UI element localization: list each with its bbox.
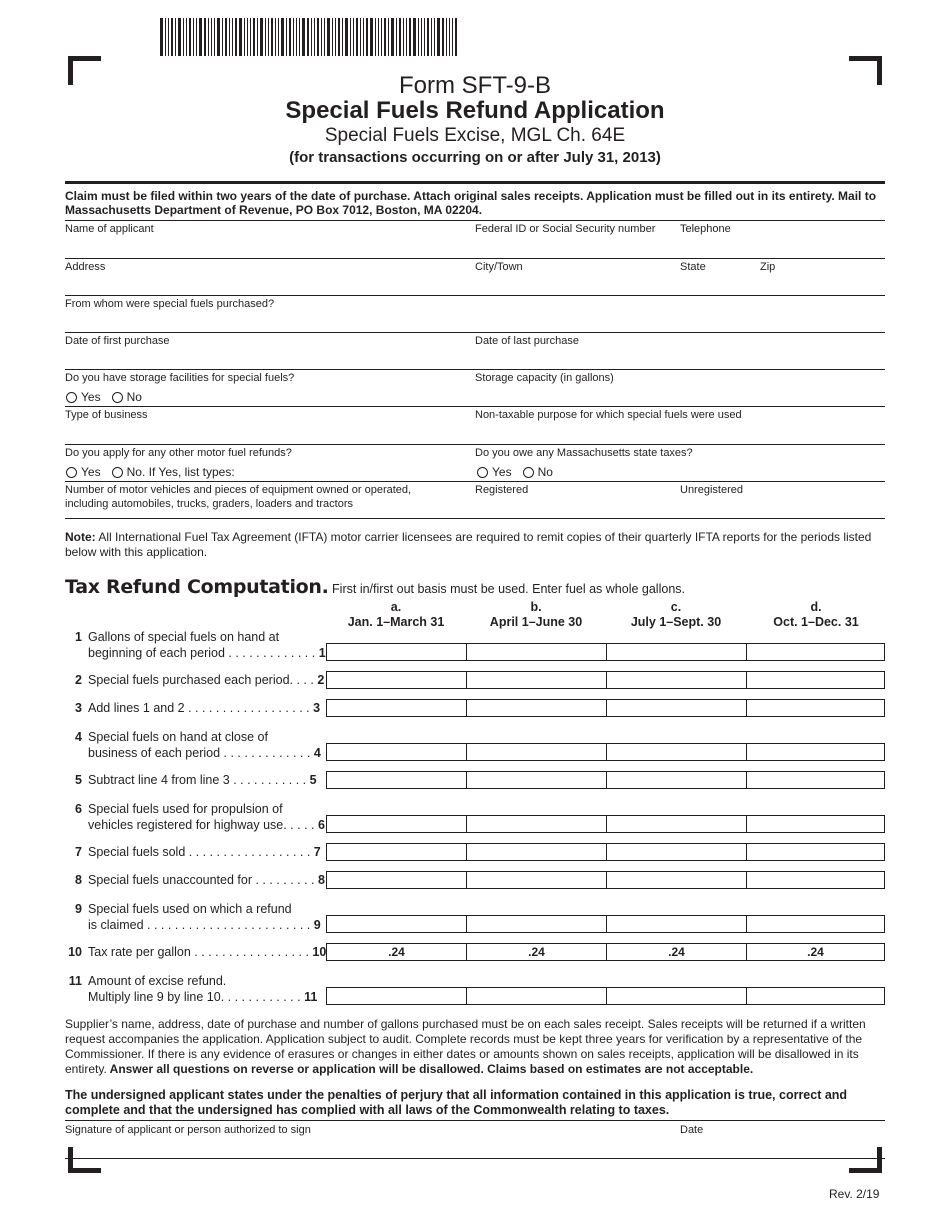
line-ref-number: 1 — [318, 646, 326, 660]
storage-radio-group — [66, 390, 150, 404]
column-header-c — [606, 600, 746, 630]
barcode-bar — [384, 18, 386, 56]
vehicles-question-line1: Number of motor vehicles and pieces of equipment owned or operated, — [65, 484, 412, 496]
column-letter: c. — [670, 600, 682, 614]
line-6-c-input[interactable] — [606, 815, 746, 833]
line-ref-number: 10 — [312, 945, 327, 959]
line-text: Subtract line 4 from line 3 . . . . . . . . . . . — [88, 773, 307, 787]
line-text-with-ref — [88, 817, 343, 833]
barcode-bar — [204, 18, 206, 56]
date-first-purchase-field[interactable]: Date of first purchase — [65, 335, 170, 347]
date-last-purchase-field[interactable]: Date of last purchase — [475, 335, 579, 347]
divider — [65, 406, 885, 407]
barcode-bar — [271, 18, 273, 56]
line-ref-number: 2 — [317, 673, 325, 687]
line-9-d-input[interactable] — [746, 915, 885, 933]
column-header-a — [326, 600, 466, 630]
line-ref-number: 11 — [304, 990, 318, 1004]
barcode-bar — [335, 18, 336, 56]
divider — [65, 295, 885, 296]
line-number: 11 — [68, 974, 82, 988]
line-3-a-input[interactable] — [326, 699, 466, 717]
line-8-b-input[interactable] — [466, 871, 606, 889]
barcode-bar — [442, 18, 444, 56]
line-4-d-input[interactable] — [746, 743, 885, 761]
divider — [65, 518, 885, 519]
line-text: Special fuels on hand at close of — [88, 730, 268, 744]
barcode-bar — [229, 18, 230, 56]
line-number: 2 — [75, 673, 82, 687]
storage-yes-label: Yes — [81, 390, 101, 404]
divider — [65, 1120, 885, 1121]
barcode-bar — [257, 18, 258, 56]
barcode-bar — [455, 18, 457, 56]
barcode-bar — [299, 18, 300, 56]
line-text: Special fuels sold . . . . . . . . . . . . . . . . . . — [88, 845, 311, 859]
line-7-label — [65, 844, 323, 860]
barcode-bar — [356, 18, 358, 56]
barcode-bar — [214, 18, 215, 56]
barcode-bar — [160, 18, 163, 56]
barcode-bar — [278, 18, 279, 56]
line-text: business of each period . . . . . . . . . . . . . — [88, 746, 311, 760]
line-ref-number: 7 — [313, 845, 321, 859]
line-ref-number: 4 — [313, 746, 321, 760]
column-letter: a. — [390, 600, 402, 614]
line-text: Add lines 1 and 2 . . . . . . . . . . . . . . . . . . — [88, 701, 310, 715]
barcode-bar — [253, 18, 255, 56]
barcode-bar — [296, 18, 297, 56]
line-4-b-input[interactable] — [466, 743, 606, 761]
line-10-label — [65, 944, 327, 960]
line-10-a-input[interactable]: .24 — [326, 943, 466, 961]
line-text-with-ref — [88, 944, 343, 960]
line-number: 3 — [75, 701, 82, 715]
divider — [65, 220, 885, 221]
barcode-bar — [321, 18, 322, 56]
column-period: Oct. 1–Dec. 31 — [773, 615, 859, 629]
line-9-label — [65, 901, 323, 933]
owe-taxes-radio-group — [477, 465, 561, 479]
line-4-a-input[interactable] — [326, 743, 466, 761]
barcode-bar — [239, 18, 242, 56]
line-2-c-input[interactable] — [606, 671, 746, 689]
note-text: All International Fuel Tax Agreement (IFTA) motor carrier licensees are required to remit copies of their quarterly IFTA reports for the periods listed below with this application. — [65, 530, 872, 559]
barcode-bar — [437, 18, 440, 56]
line-1-d-input[interactable] — [746, 643, 885, 661]
line-text: Special fuels purchased each period. . . . — [88, 673, 314, 687]
barcode-bar — [196, 18, 197, 56]
supplier-text: Supplier’s name, address, date of purchase and number of gallons purchased must be on each sales receipt. Sales receipts will be returned if a written request accompanies the application. Application subject to audit. Complete records must be kept three years for verification by a representative of the Commissioner. If there is any evidence of erasures or changes in either dates or amounts shown on sales receipts, application will be disallowed in its entirety. — [65, 1017, 866, 1076]
line-text: is claimed . . . . . . . . . . . . . . . . . . . . . . . . — [88, 918, 311, 932]
other-refunds-radio-group — [66, 465, 243, 479]
line-3-label — [65, 700, 323, 716]
barcode-bar — [324, 18, 325, 56]
line-text: Multiply line 9 by line 10. . . . . . . . . . . . — [88, 990, 301, 1004]
line-number: 6 — [75, 802, 82, 816]
line-6-label — [65, 801, 323, 833]
line-2-a-input[interactable] — [326, 671, 466, 689]
barcode-bar — [399, 18, 401, 56]
barcode-bar — [244, 18, 245, 56]
line-3-d-input[interactable] — [746, 699, 885, 717]
barcode-bar — [289, 18, 291, 56]
owe-taxes-yes-label: Yes — [492, 465, 512, 479]
line-11-a-input[interactable] — [326, 987, 466, 1005]
federal-id-field[interactable]: Federal ID or Social Security number — [475, 223, 656, 235]
line-text-with-ref — [88, 844, 343, 860]
line-ref-number: 8 — [318, 873, 325, 887]
divider — [65, 444, 885, 445]
divider — [65, 258, 885, 259]
barcode-bar — [293, 18, 294, 56]
barcode-bar — [345, 18, 348, 56]
barcode-bar — [427, 18, 429, 56]
barcode-bar — [260, 18, 263, 56]
supplier-bold-text: Answer all questions on reverse or application will be disallowed. Claims based on estimates are not acceptable. — [106, 1062, 754, 1076]
line-number: 4 — [75, 730, 82, 744]
line-3-b-input[interactable] — [466, 699, 606, 717]
line-1-label — [65, 629, 326, 661]
barcode-bar — [211, 18, 212, 56]
line-7-b-input[interactable] — [466, 843, 606, 861]
barcode-bar — [396, 18, 397, 56]
barcode-bar — [225, 18, 227, 56]
other-refunds-no-label: No. If Yes, list types: — [126, 465, 235, 479]
address-field[interactable]: Address — [65, 261, 106, 273]
barcode-bar — [281, 18, 284, 56]
divider — [65, 481, 885, 482]
barcode-bar — [375, 18, 376, 56]
header-divider — [65, 181, 885, 184]
line-9-c-input[interactable] — [606, 915, 746, 933]
owe-taxes-no-label: No — [537, 465, 553, 479]
column-period: July 1–Sept. 30 — [630, 615, 722, 629]
barcode-bar — [421, 18, 422, 56]
barcode-bar — [314, 18, 315, 56]
line-text: vehicles registered for highway use. . . . . — [88, 818, 315, 832]
barcode-bar — [449, 18, 450, 56]
barcode-bar — [302, 18, 305, 56]
barcode-bar — [350, 18, 351, 56]
storage-yes-radio[interactable] — [66, 392, 77, 403]
barcode-bar — [265, 18, 266, 56]
telephone-field[interactable]: Telephone — [680, 223, 731, 235]
line-8-c-input[interactable] — [606, 871, 746, 889]
line-number: 10 — [68, 945, 82, 959]
computation-heading — [65, 576, 685, 598]
barcode-bar — [186, 18, 187, 56]
line-10-b-input[interactable]: .24 — [466, 943, 606, 961]
owe-taxes-no-radio[interactable] — [523, 467, 534, 478]
line-text-with-ref — [88, 745, 343, 761]
barcode-bar — [431, 18, 432, 56]
computation-title: Tax Refund Computation. — [65, 576, 329, 598]
other-refunds-no-radio[interactable] — [112, 467, 123, 478]
barcode-bar — [363, 18, 364, 56]
line-4-c-input[interactable] — [606, 743, 746, 761]
barcode-bar — [275, 18, 276, 56]
barcode-bar — [360, 18, 361, 56]
barcode-bar — [317, 18, 319, 56]
line-11-label — [65, 973, 323, 1005]
line-5-d-input[interactable] — [746, 771, 885, 789]
line-7-a-input[interactable] — [326, 843, 466, 861]
form-subtitle: Special Fuels Excise, MGL Ch. 64E — [324, 125, 626, 146]
barcode-bar — [366, 18, 368, 56]
divider — [65, 369, 885, 370]
line-text: Amount of excise refund. — [88, 974, 227, 988]
barcode-bar — [403, 18, 404, 56]
line-9-b-input[interactable] — [466, 915, 606, 933]
line-11-b-input[interactable] — [466, 987, 606, 1005]
barcode-bar — [388, 18, 389, 56]
barcode-bar — [199, 18, 202, 56]
line-text: Gallons of special fuels on hand at — [88, 630, 280, 644]
note-label: Note: — [65, 530, 96, 544]
line-text: Special fuels unaccounted for . . . . . . . . . — [88, 873, 315, 887]
perjury-declaration: The undersigned applicant states under the penalties of perjury that all information contained in this application is true, correct and complete and that the undersigned has complied with all laws of the Commonwealth relating to taxes. — [65, 1088, 848, 1117]
column-letter: d. — [810, 600, 822, 614]
barcode-bar — [168, 18, 169, 56]
barcode-bar — [183, 18, 184, 56]
line-11-d-input[interactable] — [746, 987, 885, 1005]
line-text-with-ref — [88, 700, 343, 716]
line-text-with-ref — [88, 672, 343, 688]
form-title: Special Fuels Refund Application — [285, 97, 665, 124]
barcode — [160, 18, 470, 56]
line-5-a-input[interactable] — [326, 771, 466, 789]
barcode-bar — [418, 18, 419, 56]
line-number: 1 — [75, 630, 82, 644]
line-1-c-input[interactable] — [606, 643, 746, 661]
barcode-bar — [217, 18, 220, 56]
barcode-bar — [232, 18, 233, 56]
other-refunds-question: Do you apply for any other motor fuel refunds? — [65, 447, 292, 459]
line-7-c-input[interactable] — [606, 843, 746, 861]
name-of-applicant-field[interactable]: Name of applicant — [65, 223, 154, 235]
line-8-a-input[interactable] — [326, 871, 466, 889]
line-text-with-ref — [88, 989, 343, 1005]
barcode-bar — [406, 18, 407, 56]
line-3-c-input[interactable] — [606, 699, 746, 717]
barcode-bar — [381, 18, 382, 56]
barcode-bar — [378, 18, 379, 56]
line-1-b-input[interactable] — [466, 643, 606, 661]
barcode-bar — [327, 18, 330, 56]
column-header-b — [466, 600, 606, 630]
line-5-c-input[interactable] — [606, 771, 746, 789]
barcode-bar — [338, 18, 340, 56]
barcode-bar — [353, 18, 354, 56]
barcode-bar — [250, 18, 251, 56]
divider — [65, 332, 885, 333]
line-8-d-input[interactable] — [746, 871, 885, 889]
storage-facilities-question: Do you have storage facilities for special fuels? — [65, 372, 295, 384]
barcode-bar — [424, 18, 425, 56]
barcode-bar — [434, 18, 435, 56]
line-10-c-input[interactable]: .24 — [606, 943, 746, 961]
line-9-a-input[interactable] — [326, 915, 466, 933]
barcode-bar — [342, 18, 343, 56]
barcode-bar — [247, 18, 248, 56]
city-town-field[interactable]: City/Town — [475, 261, 523, 273]
barcode-bar — [413, 18, 416, 56]
line-ref-number: 6 — [317, 818, 325, 832]
storage-no-label: No — [126, 390, 142, 404]
line-text-with-ref — [88, 772, 343, 788]
storage-no-radio[interactable] — [112, 392, 123, 403]
column-header-d — [746, 600, 886, 630]
purchased-from-field[interactable]: From whom were special fuels purchased? — [65, 298, 275, 310]
signature-field[interactable]: Signature of applicant or person authorized to sign — [65, 1124, 311, 1136]
barcode-bar — [178, 18, 181, 56]
form-number: Form SFT-9-B — [398, 72, 551, 99]
line-11-c-input[interactable] — [606, 987, 746, 1005]
column-letter: b. — [530, 600, 542, 614]
form-effective-date: (for transactions occurring on or after July 31, 2013) — [289, 149, 661, 166]
registered-field[interactable]: Registered — [475, 484, 529, 496]
barcode-bar — [311, 18, 312, 56]
barcode-bar — [446, 18, 447, 56]
line-2-label — [65, 672, 323, 688]
line-ref-number: 9 — [313, 918, 321, 932]
line-text: Special fuels used for propulsion of — [88, 802, 283, 816]
corner-mark-bottom-right — [849, 1168, 882, 1173]
other-refunds-yes-label: Yes — [81, 465, 101, 479]
barcode-bar — [391, 18, 394, 56]
barcode-bar — [165, 18, 166, 56]
owe-taxes-yes-radio[interactable] — [477, 467, 488, 478]
unregistered-field[interactable]: Unregistered — [680, 484, 743, 496]
ifta-note — [65, 530, 887, 560]
line-text: Tax rate per gallon . . . . . . . . . . . . . . . . . — [88, 945, 309, 959]
line-5-b-input[interactable] — [466, 771, 606, 789]
line-8-label — [65, 872, 323, 888]
barcode-bar — [222, 18, 223, 56]
signature-line — [65, 1158, 885, 1159]
line-text: beginning of each period . . . . . . . . . . . . . — [88, 646, 316, 660]
line-ref-number: 5 — [309, 773, 317, 787]
vehicles-question-line2: including automobiles, trucks, graders, loaders and tractors — [65, 498, 353, 510]
barcode-bar — [189, 18, 191, 56]
barcode-bar — [370, 18, 373, 56]
line-number: 5 — [75, 773, 82, 787]
barcode-bar — [286, 18, 287, 56]
other-refunds-yes-radio[interactable] — [66, 467, 77, 478]
computation-subtitle: First in/first out basis must be used. Enter fuel as whole gallons. — [328, 582, 685, 596]
line-number: 7 — [75, 845, 82, 859]
line-2-b-input[interactable] — [466, 671, 606, 689]
state-field[interactable]: State — [680, 261, 706, 273]
line-text-with-ref — [88, 872, 343, 888]
date-field[interactable]: Date — [680, 1124, 704, 1136]
revision-label: Rev. 2/19 — [829, 1187, 880, 1201]
line-ref-number: 3 — [313, 701, 321, 715]
supplier-instructions — [65, 1017, 887, 1077]
line-number: 9 — [75, 902, 82, 916]
line-6-a-input[interactable] — [326, 815, 466, 833]
barcode-bar — [268, 18, 269, 56]
line-text-with-ref — [88, 645, 343, 661]
barcode-bar — [208, 18, 209, 56]
barcode-bar — [332, 18, 333, 56]
barcode-bar — [307, 18, 309, 56]
barcode-bar — [452, 18, 453, 56]
line-text-with-ref — [88, 917, 343, 933]
filing-instructions: Claim must be filed within two years of the date of purchase. Attach original sales receipts. Application must be filled out in its entirety. Mail to Massachusetts Department of Revenue, PO Box 7012, Boston, MA 02204. — [65, 189, 877, 217]
column-period: April 1–June 30 — [489, 615, 583, 629]
zip-field[interactable]: Zip — [760, 261, 776, 273]
line-10-d-input[interactable]: .24 — [746, 943, 885, 961]
line-5-label — [65, 772, 323, 788]
nontaxable-purpose-field[interactable]: Non-taxable purpose for which special fuels were used — [475, 409, 742, 421]
column-period: Jan. 1–March 31 — [347, 615, 445, 629]
line-1-a-input[interactable] — [326, 643, 466, 661]
line-number: 8 — [75, 873, 82, 887]
barcode-bar — [171, 18, 173, 56]
line-4-label — [65, 729, 323, 761]
storage-capacity-field[interactable]: Storage capacity (in gallons) — [475, 372, 614, 384]
line-2-d-input[interactable] — [746, 671, 885, 689]
line-6-d-input[interactable] — [746, 815, 885, 833]
corner-mark-bottom-left — [68, 1168, 101, 1173]
barcode-bar — [175, 18, 176, 56]
barcode-bar — [193, 18, 194, 56]
line-6-b-input[interactable] — [466, 815, 606, 833]
barcode-bar — [409, 18, 411, 56]
owe-taxes-question: Do you owe any Massachusetts state taxes? — [475, 447, 693, 459]
line-7-d-input[interactable] — [746, 843, 885, 861]
type-of-business-field[interactable]: Type of business — [65, 409, 148, 421]
barcode-bar — [235, 18, 237, 56]
line-text: Special fuels used on which a refund — [88, 902, 292, 916]
